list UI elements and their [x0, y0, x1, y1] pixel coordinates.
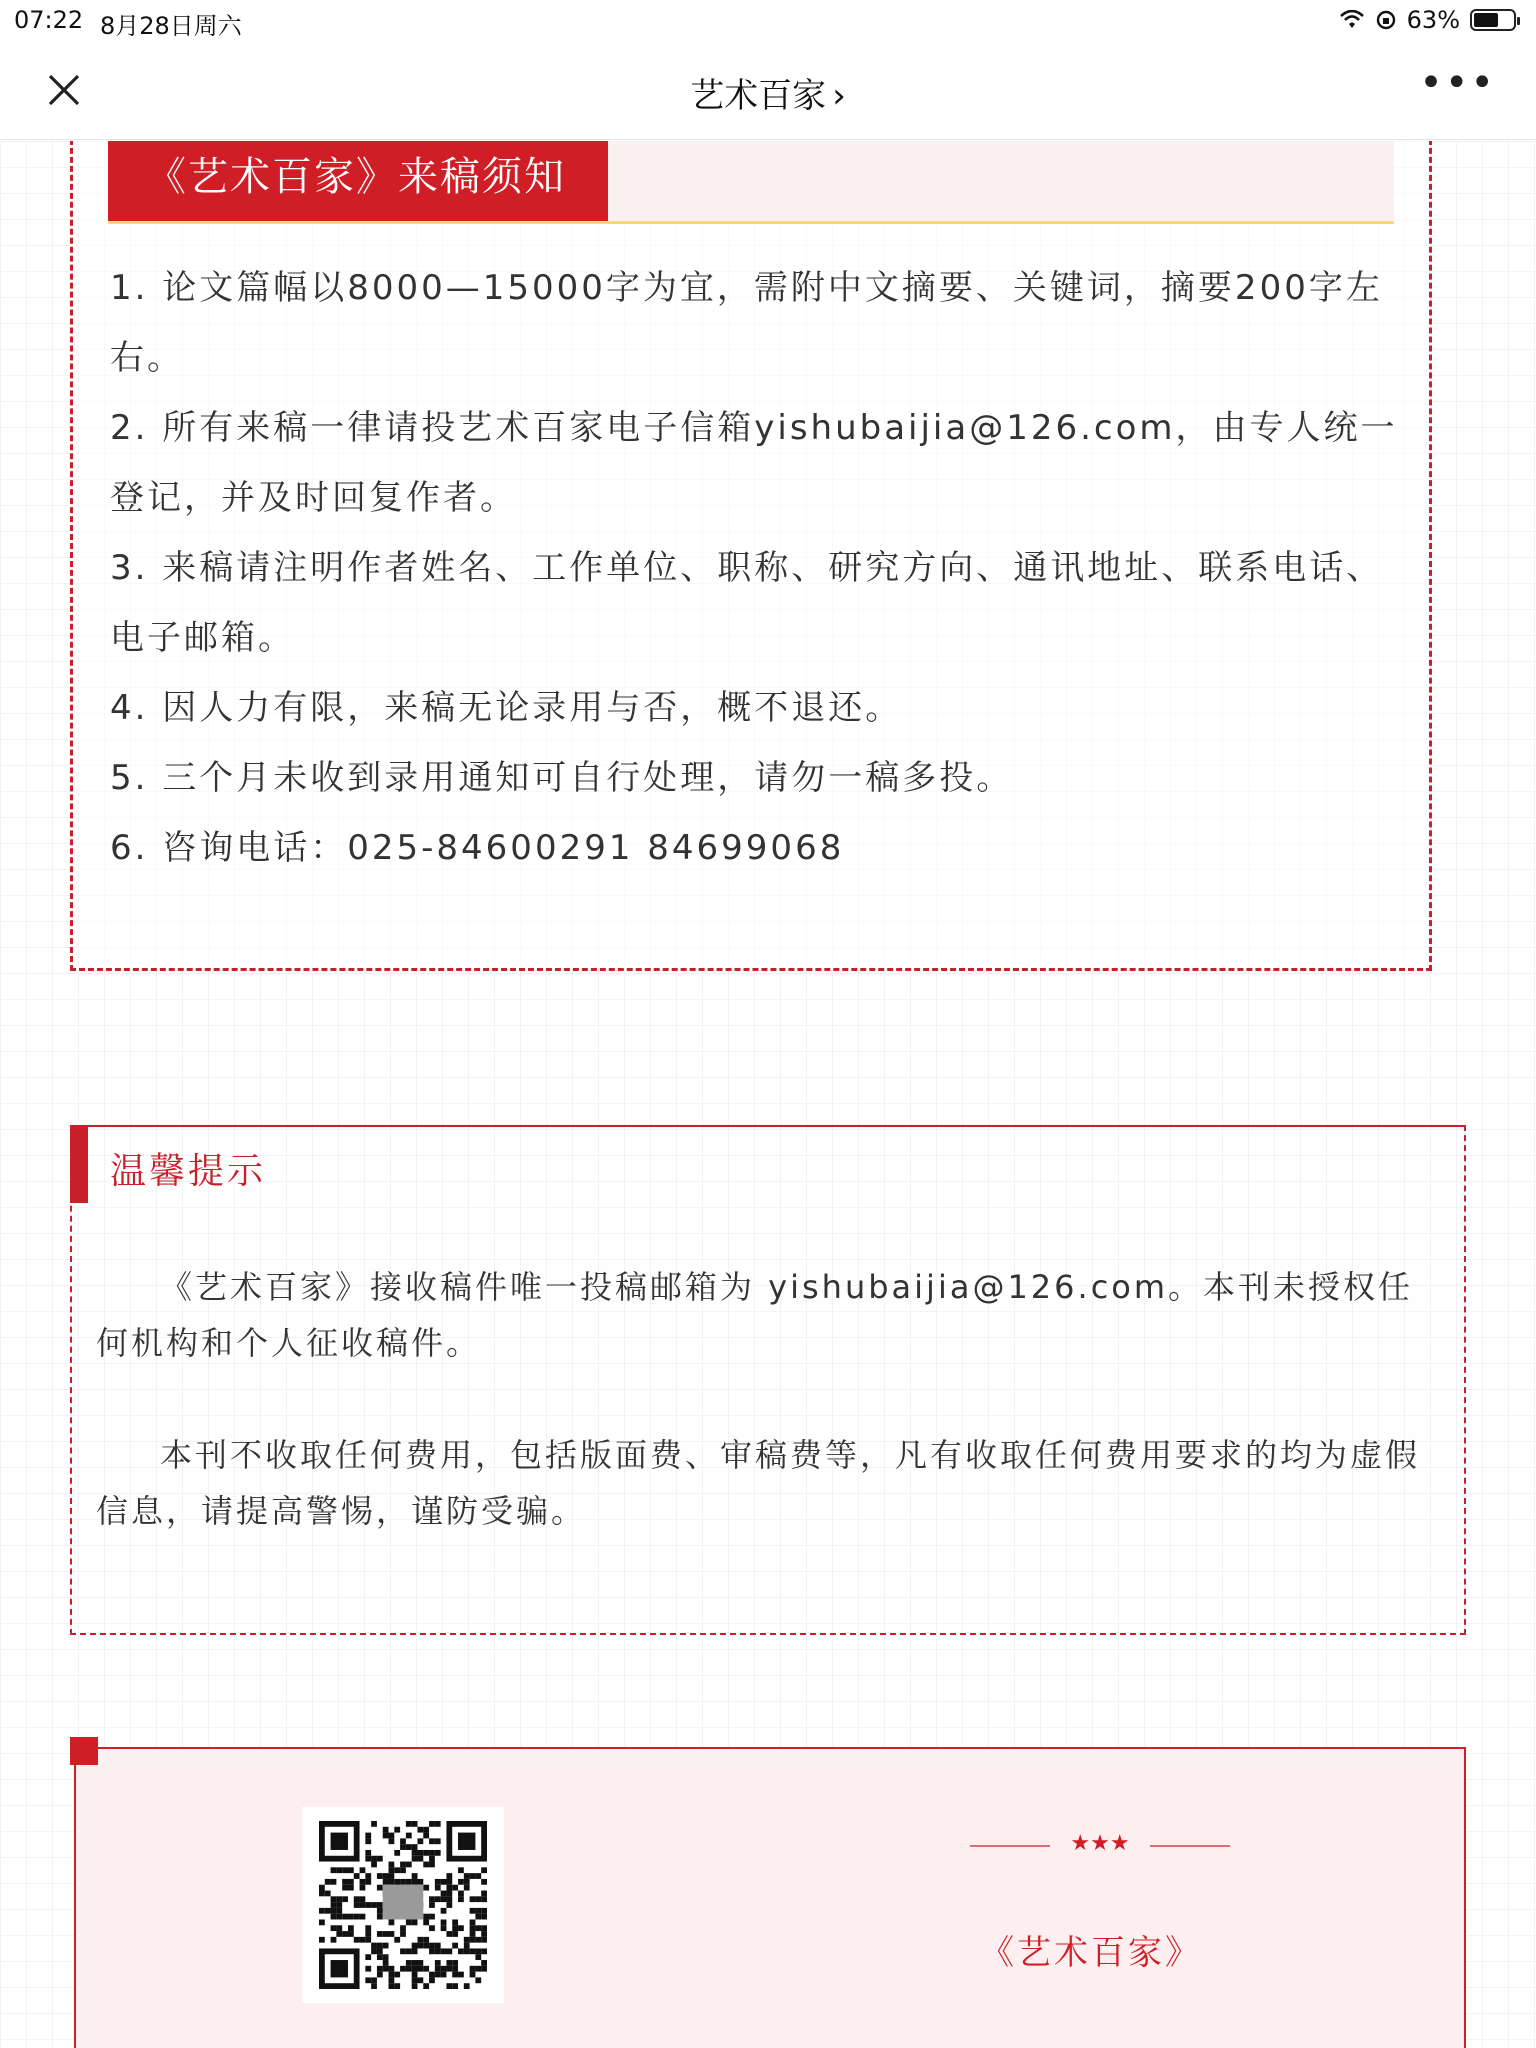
notice-item: 6. 咨询电话：025-84600291 84699068 — [110, 828, 845, 868]
more-button[interactable] — [1419, 60, 1496, 106]
wifi-icon — [1339, 10, 1365, 30]
notice-item: 1. 论文篇幅以8000—15000字为宜，需附中文摘要、关键词，摘要200字左右。 — [110, 268, 1383, 378]
orientation-lock-icon — [1375, 9, 1397, 31]
nav-bar — [0, 40, 1536, 140]
card-account-name: 《艺术百家》 — [980, 1933, 1202, 1973]
more-icon: ••• — [1419, 60, 1496, 106]
notice-item: 2. 所有来稿一律请投艺术百家电子信箱yishubaijia@126.com，由专人统一登记，并及时回复作者。 — [110, 408, 1398, 518]
status-date: 8月28日周六 — [100, 12, 242, 40]
notice-list — [110, 253, 1400, 883]
tip-accent-bar — [70, 1125, 88, 1203]
chevron-right-icon: › — [832, 76, 846, 116]
status-time: 07:22 — [14, 6, 84, 34]
divider-line — [1150, 1845, 1230, 1847]
divider-line — [970, 1845, 1050, 1847]
notice-heading: 《艺术百家》来稿须知 — [108, 141, 608, 223]
account-title-link[interactable] — [0, 68, 1536, 117]
star-icon: ★★★ — [1070, 1831, 1130, 1856]
status-bar — [0, 0, 1536, 40]
card-corner-square — [70, 1737, 98, 1765]
notice-item: 5. 三个月未收到录用通知可自行处理，请勿一稿多投。 — [110, 758, 1014, 798]
notice-item: 4. 因人力有限，来稿无论录用与否，概不退还。 — [110, 688, 903, 728]
star-decoration — [970, 1831, 1230, 1861]
notice-item: 3. 来稿请注明作者姓名、工作单位、职称、研究方向、通讯地址、联系电话、电子邮箱。 — [110, 548, 1384, 658]
tip-paragraph: 本刊不收取任何费用，包括版面费、审稿费等，凡有收取任何费用要求的均为虚假信息，请提高警惕，谨防受骗。 — [96, 1436, 1421, 1530]
notice-divider — [108, 221, 1394, 224]
tip-heading: 温馨提示 — [110, 1151, 267, 1192]
battery-percent: 63% — [1406, 6, 1460, 34]
tip-paragraph: 《艺术百家》接收稿件唯一投稿邮箱为 yishubaijia@126.com。本刊未授权任何机构和个人征收稿件。 — [96, 1268, 1414, 1362]
status-right — [1339, 6, 1516, 34]
page-title: 艺术百家 — [690, 76, 827, 116]
qr-code-icon — [316, 1821, 490, 1989]
tip-frame — [70, 1125, 1466, 1635]
article-content[interactable] — [0, 141, 1536, 2048]
battery-icon — [1470, 9, 1516, 31]
qr-code[interactable] — [302, 1807, 504, 2003]
